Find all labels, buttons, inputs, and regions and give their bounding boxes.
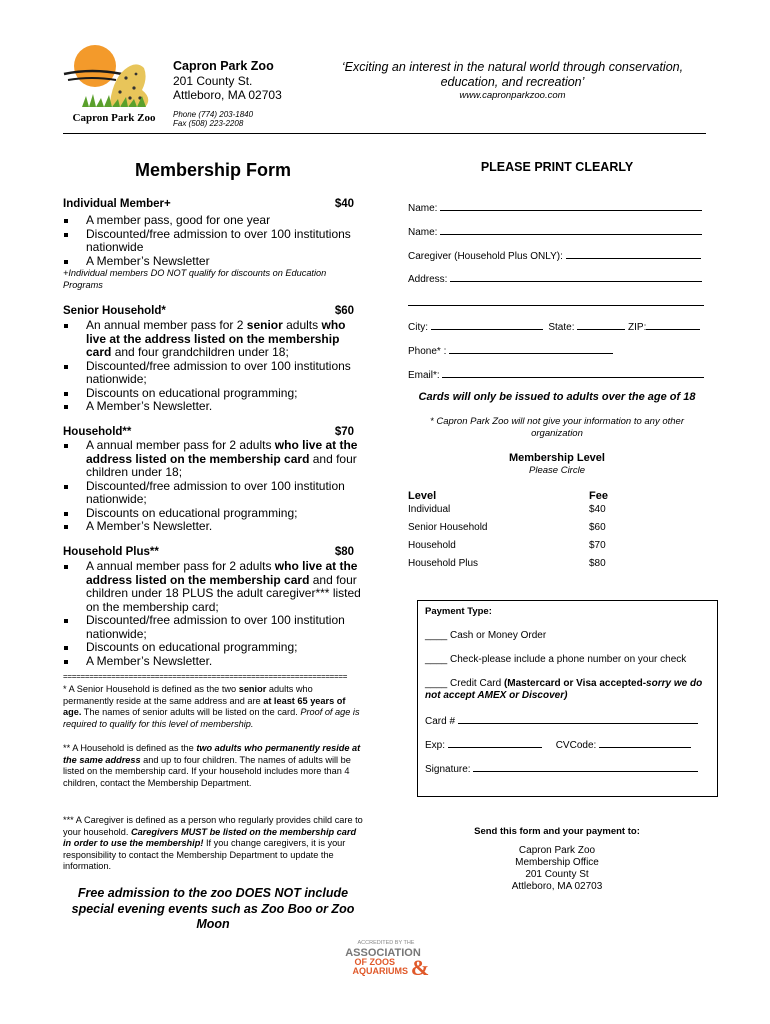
caregiver-field[interactable]: Caregiver (Household Plus ONLY): [408, 249, 701, 262]
fee-household-plus: $80 [589, 558, 606, 569]
send-address-line: Attleboro, MA 02703 [511, 881, 603, 892]
age-notice: Cards will only be issued to adults over the age of 18 [418, 391, 696, 403]
fee-household: $70 [589, 540, 606, 551]
org-city: Attleboro, MA 02703 [173, 88, 282, 102]
aza-line-4: AQUARIUMS [352, 966, 408, 976]
list-item: Discounts on educational programming; [63, 641, 365, 655]
tier-price: $70 [334, 426, 354, 438]
send-address-line: Membership Office [515, 857, 599, 868]
tier-name: Household** [63, 426, 132, 438]
send-address-line: Capron Park Zoo [518, 845, 596, 856]
list-item: A Member’s Newsletter [63, 255, 365, 269]
list-item: Discounts on educational programming; [63, 507, 365, 521]
list-item: Discounted/free admission to over 100 institutions nationwide; [63, 360, 365, 387]
header-rule [63, 133, 706, 134]
level-individual[interactable]: Individual [408, 504, 451, 515]
list-item: A Member’s Newsletter. [63, 400, 365, 414]
tier-name: Individual Member+ [63, 198, 171, 210]
tier-individual-benefits [63, 214, 365, 268]
tier-household-plus-heading [63, 546, 354, 558]
level-household[interactable]: Household [408, 540, 456, 551]
text-divider: ================================================================= [63, 672, 348, 681]
list-item: A annual member pass for 2 adults who live at the address listed on the membership card and four children under 18 PLUS the adult caregiver*** listed on the membership card; [63, 560, 365, 614]
tier-senior-heading [63, 305, 354, 317]
privacy-notice: * Capron Park Zoo will not give your information to any other organization [430, 416, 684, 439]
aza-line-2: ASSOCIATION [345, 947, 421, 959]
tagline: ‘Exciting an interest in the natural world through conservation, education, and recreation’ [341, 60, 684, 89]
aza-ampersand: & [410, 955, 430, 979]
list-item: An annual member pass for 2 senior adults who live at the address listed on the membership card and four grandchildren under 18; [63, 319, 365, 360]
payment-check-option[interactable]: ____ Check-please include a phone number on your check [425, 654, 687, 665]
aza-accreditation-logo [340, 937, 432, 979]
list-item: Discounted/free admission to over 100 institutions nationwide [63, 228, 365, 255]
list-item: A annual member pass for 2 adults who live at the address listed on the membership card and four children under 18; [63, 439, 365, 480]
individual-note: +Individual members DO NOT qualify for discounts on Education Programs [63, 268, 327, 290]
send-to-heading: Send this form and your payment to: [474, 826, 640, 837]
card-number-field[interactable]: Card # [425, 714, 698, 727]
phone-field[interactable]: Phone* : [408, 344, 613, 357]
print-clearly-heading: PLEASE PRINT CLEARLY [480, 160, 634, 174]
org-phone: Phone (774) 203-1840 [173, 110, 254, 119]
address-field[interactable]: Address: [408, 272, 702, 285]
payment-type-heading: Payment Type: [425, 606, 492, 617]
caregiver-definition-note: *** A Caregiver is defined as a person who regularly provides child care to your household. Caregivers MUST be listed on the membership card in order to use the membership! If you change caregivers, it is your responsibility to contact the Membership Department to update the information. [63, 815, 363, 871]
tier-name: Senior Household* [63, 305, 166, 317]
household-definition-note: ** A Household is defined as the two adults who permanently reside at the same address and up to four children. The names of adults will be listed on the membership card. If your household includes more than 4 children, contact the Membership Department. [63, 743, 361, 788]
send-address-line: 201 County St [525, 869, 589, 880]
senior-definition-note: * A Senior Household is defined as the two senior adults who permanently reside at the same address and are at least 65 years of age. The names of senior adults will be listed on the card. Proof of age is required to qualify for this level of membership. [63, 684, 360, 729]
logo-text: Capron Park Zoo [72, 112, 156, 124]
membership-level-heading: Membership Level [509, 452, 605, 464]
list-item: A member pass, good for one year [63, 214, 365, 228]
zoo-logo [62, 44, 166, 126]
tier-household-heading [63, 426, 354, 438]
name-field-1[interactable]: Name: [408, 201, 702, 214]
tier-individual-heading [63, 198, 354, 210]
tier-price: $80 [334, 546, 354, 558]
email-field[interactable]: Email*: [408, 368, 704, 381]
tier-price: $60 [334, 305, 354, 317]
tier-name: Household Plus** [63, 546, 159, 558]
payment-cash-option[interactable]: ____ Cash or Money Order [425, 630, 547, 641]
tier-household-plus-benefits [63, 560, 365, 668]
level-household-plus[interactable]: Household Plus [408, 558, 479, 569]
level-senior-household[interactable]: Senior Household [408, 522, 488, 533]
address-line-2[interactable] [408, 305, 704, 306]
exp-cvc-row[interactable]: Exp: CVCode: [425, 738, 691, 751]
fee-individual: $40 [589, 504, 606, 515]
org-name: Capron Park Zoo [173, 59, 274, 73]
tier-household-benefits [63, 439, 365, 534]
aza-line-1: ACCREDITED BY THE [357, 940, 415, 946]
aza-line-3: OF ZOOS [354, 957, 395, 967]
tier-price: $40 [334, 198, 354, 210]
free-admission-notice: Free admission to the zoo DOES NOT include special evening events such as Zoo Boo or Zoo Moon [71, 886, 355, 931]
tier-senior-benefits [63, 319, 365, 414]
list-item: A Member’s Newsletter. [63, 520, 365, 534]
fee-senior-household: $60 [589, 522, 606, 533]
list-item: Discounted/free admission to over 100 institution nationwide; [63, 614, 365, 641]
form-title: Membership Form [134, 160, 292, 180]
level-column-header: Level [408, 490, 437, 502]
payment-credit-option[interactable]: ____ Credit Card (Mastercard or Visa accepted-sorry we do not accept AMEX or Discover) [425, 678, 703, 701]
name-field-2[interactable]: Name: [408, 225, 702, 238]
website: www.capronparkzoo.com [459, 90, 566, 101]
list-item: A Member’s Newsletter. [63, 655, 365, 669]
org-street: 201 County St. [173, 74, 253, 88]
list-item: Discounts on educational programming; [63, 387, 365, 401]
list-item: Discounted/free admission to over 100 institution nationwide; [63, 480, 365, 507]
fee-column-header: Fee [589, 490, 608, 502]
city-state-zip-row[interactable]: City: State: ZIP: [408, 320, 700, 333]
signature-field[interactable]: Signature: [425, 762, 698, 775]
membership-level-instruction: Please Circle [529, 465, 585, 476]
org-fax: Fax (508) 223-2208 [173, 119, 244, 128]
